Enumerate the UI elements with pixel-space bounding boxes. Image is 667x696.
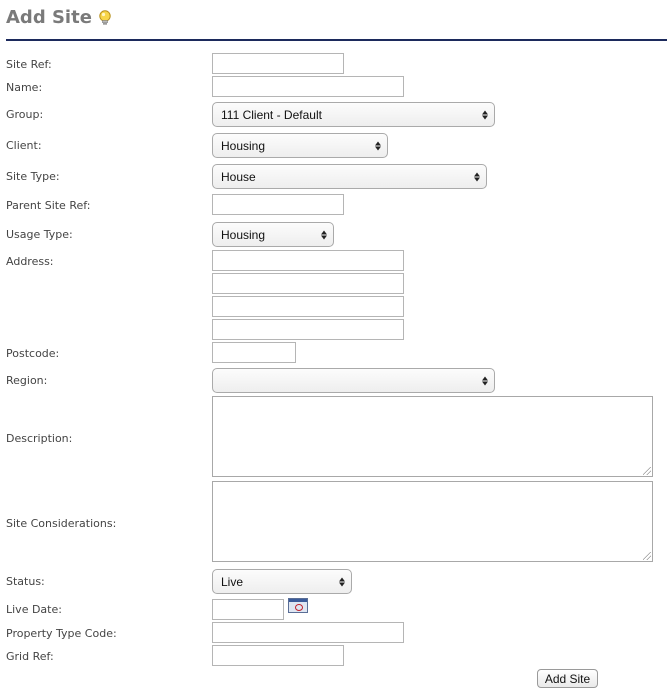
site-considerations-label: Site Considerations: (6, 517, 117, 530)
site-type-select-value: House (221, 169, 256, 184)
client-select[interactable] (212, 133, 388, 158)
site-type-label: Site Type: (6, 170, 60, 183)
page-title-text: Add Site (6, 7, 92, 28)
postcode-input[interactable] (212, 342, 296, 363)
description-textarea[interactable] (212, 396, 653, 477)
usage-type-select-value: Housing (221, 227, 266, 242)
live-date-label: Live Date: (6, 603, 62, 616)
address-line-2-input[interactable] (212, 273, 404, 294)
resize-grip-icon[interactable] (643, 552, 651, 560)
property-type-code-label: Property Type Code: (6, 627, 117, 640)
address-line-1-input[interactable] (212, 250, 404, 271)
group-label: Group: (6, 108, 44, 121)
page-title (6, 7, 113, 28)
status-select[interactable] (212, 569, 352, 594)
live-date-input[interactable] (212, 599, 284, 620)
client-select-value: Housing (221, 138, 266, 153)
select-arrows-icon (339, 577, 345, 586)
postcode-label: Postcode: (6, 347, 60, 360)
address-line-4-input[interactable] (212, 319, 404, 340)
grid-ref-label: Grid Ref: (6, 650, 54, 663)
parent-site-ref-input[interactable] (212, 194, 344, 215)
description-label: Description: (6, 432, 73, 445)
region-select[interactable] (212, 368, 495, 393)
resize-grip-icon[interactable] (643, 467, 651, 475)
select-arrows-icon (482, 110, 488, 119)
address-line-3-input[interactable] (212, 296, 404, 317)
select-arrows-icon (321, 230, 327, 239)
group-select[interactable] (212, 102, 495, 127)
site-type-select[interactable] (212, 164, 487, 189)
add-site-button[interactable]: Add Site (537, 669, 598, 688)
calendar-icon[interactable] (288, 598, 308, 613)
select-arrows-icon (375, 141, 381, 150)
site-ref-input[interactable] (212, 53, 344, 74)
region-label: Region: (6, 374, 48, 387)
client-label: Client: (6, 139, 42, 152)
status-select-value: Live (221, 574, 244, 589)
property-type-code-input[interactable] (212, 622, 404, 643)
site-considerations-textarea[interactable] (212, 481, 653, 562)
select-arrows-icon (474, 172, 480, 181)
lightbulb-icon (97, 9, 113, 27)
address-label: Address: (6, 255, 54, 268)
grid-ref-input[interactable] (212, 645, 344, 666)
parent-site-ref-label: Parent Site Ref: (6, 199, 91, 212)
usage-type-select[interactable] (212, 222, 334, 247)
title-divider (6, 39, 667, 41)
select-arrows-icon (482, 376, 488, 385)
status-label: Status: (6, 575, 45, 588)
usage-type-label: Usage Type: (6, 228, 73, 241)
name-input[interactable] (212, 76, 404, 97)
group-select-value: 111 Client - Default (221, 107, 322, 122)
name-label: Name: (6, 81, 43, 94)
site-ref-label: Site Ref: (6, 58, 52, 71)
